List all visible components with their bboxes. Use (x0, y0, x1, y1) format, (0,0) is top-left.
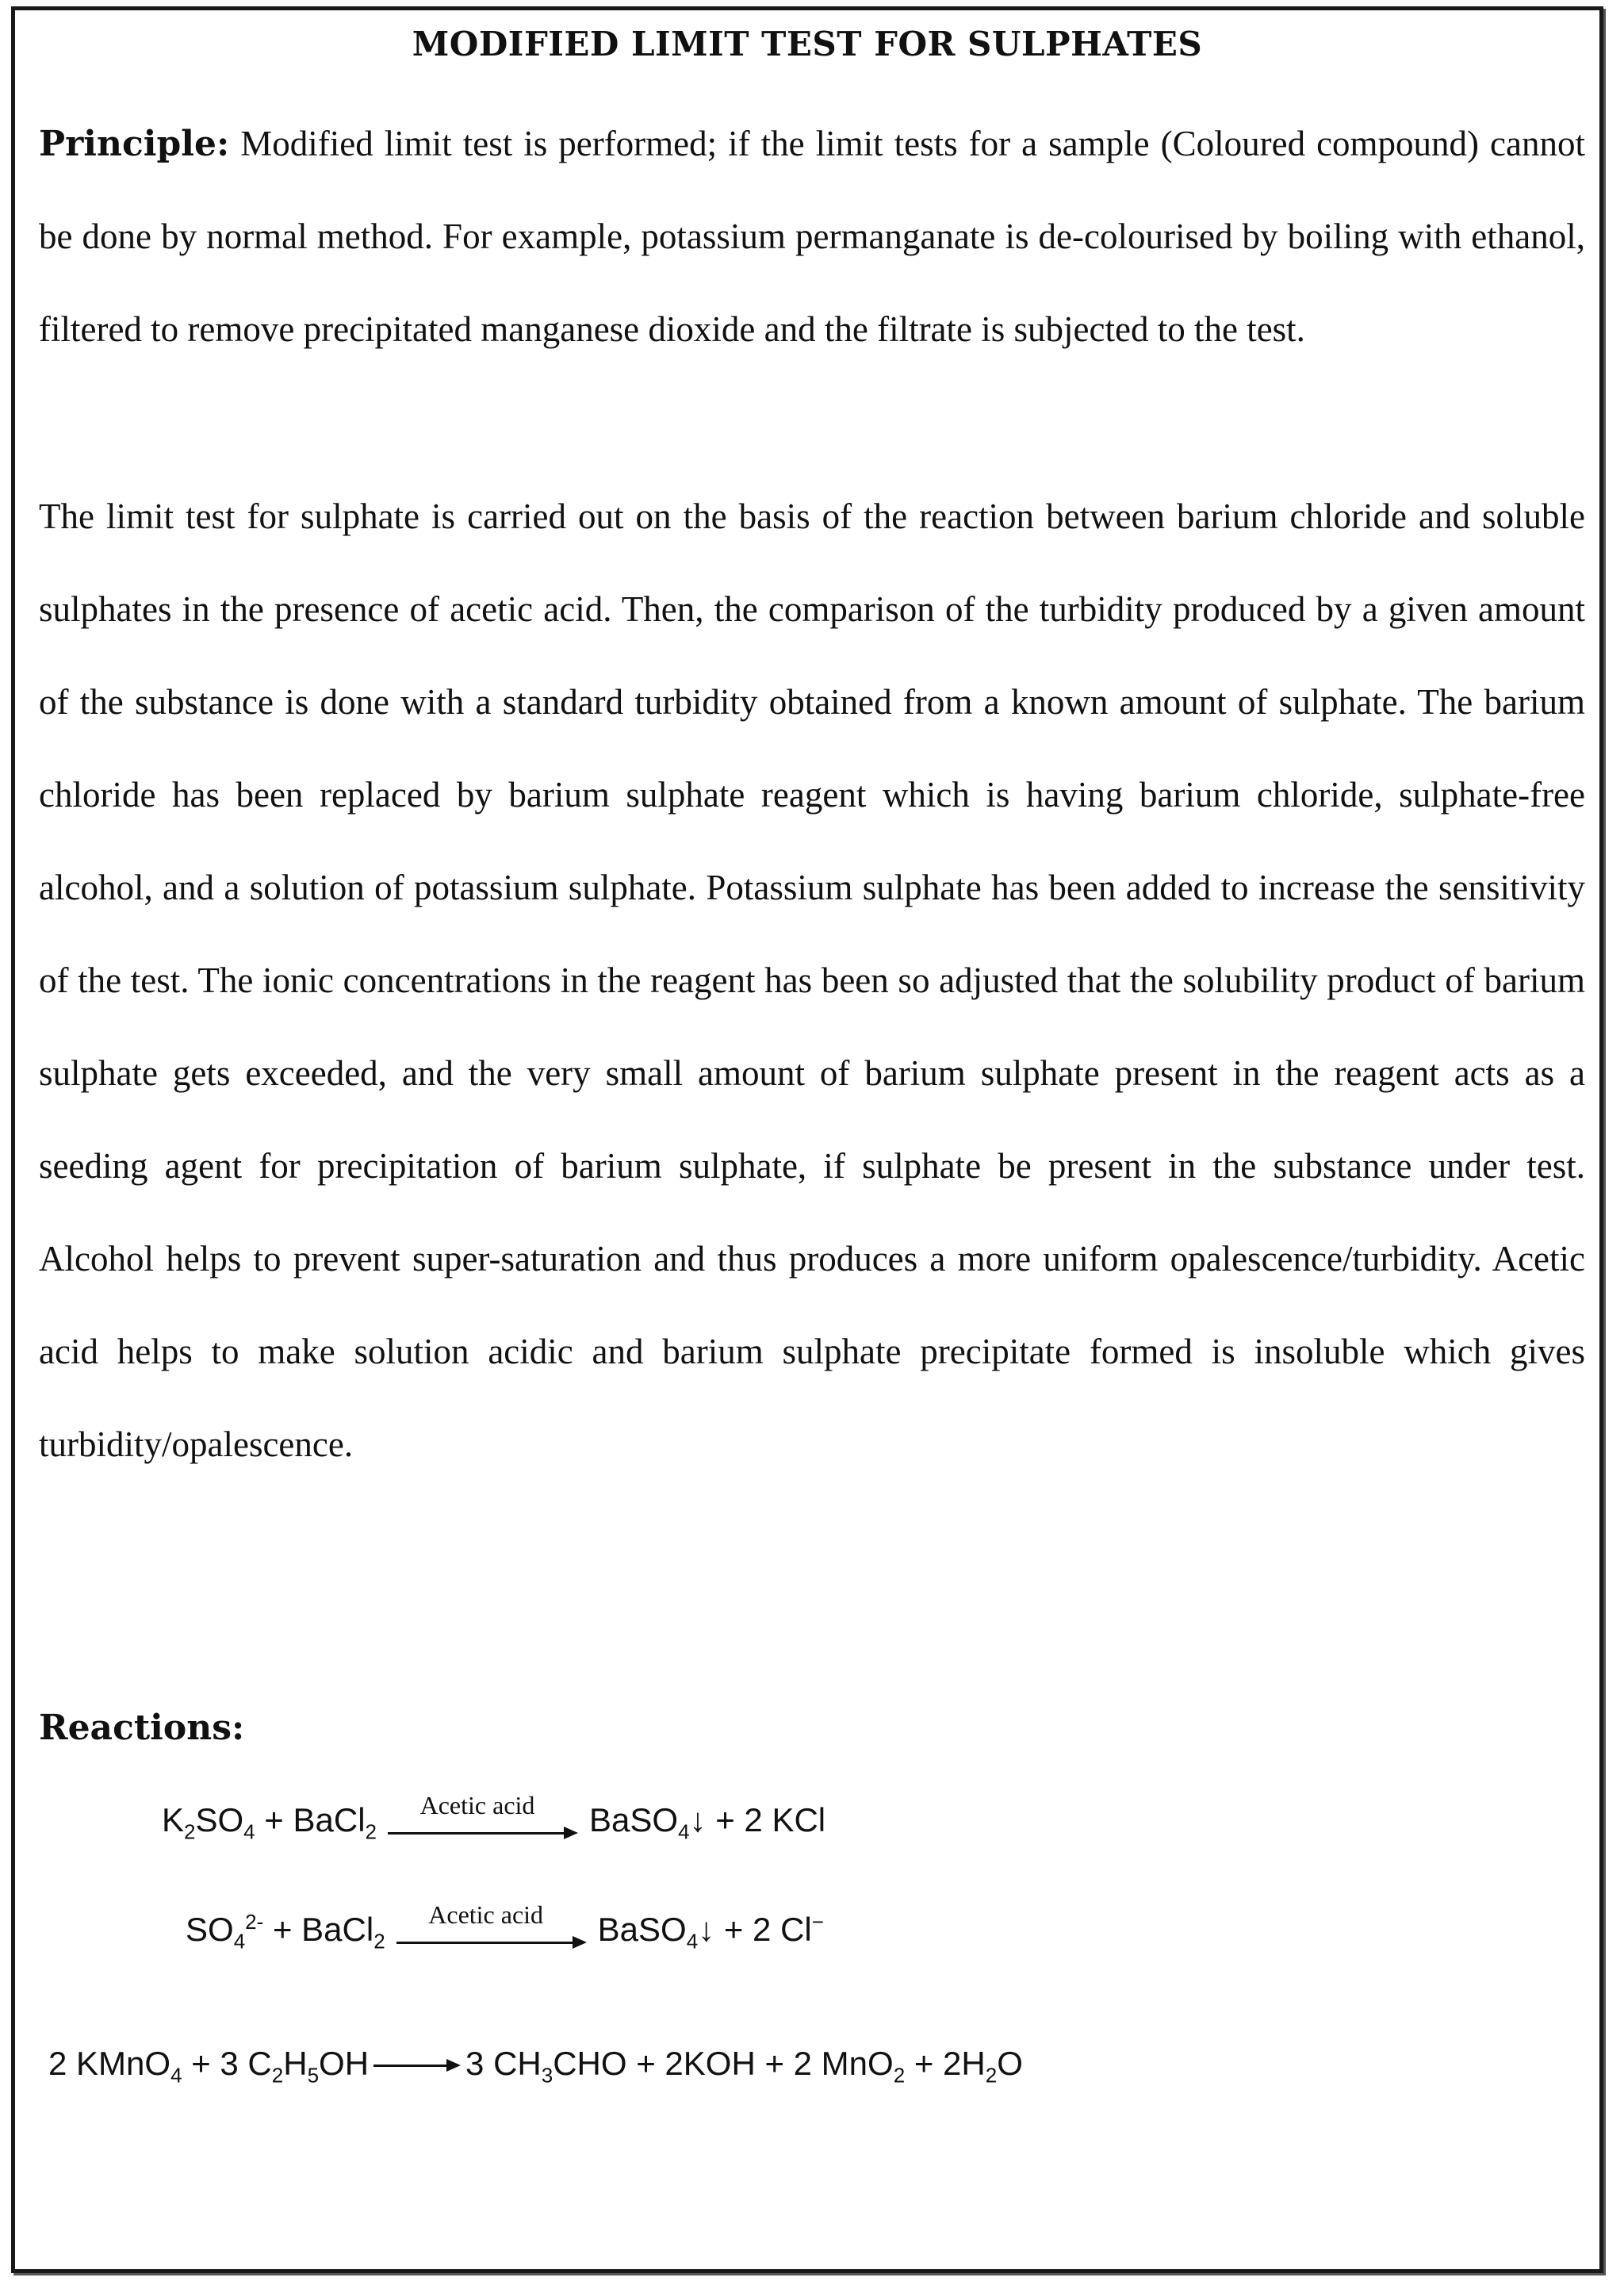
reactions-heading: Reactions: (39, 1708, 245, 1748)
equation-3-reactants: 2 KMnO$_4$ + 3 $C_2H_5OH$ (48, 2045, 370, 2088)
equation-2-condition: Acetic acid (428, 1900, 544, 1929)
principle-paragraph (39, 98, 1585, 376)
document-frame (11, 6, 1603, 2273)
principle-text: Modified limit test is performed; if the limit tests for a sample (Coloured compound) cannot be done by normal method. For example, potassium permanganate is de-colourised by boiling with ethanol, filtered to remove precipitated manganese dioxide and the filtrate is subjected to the test. (39, 124, 1585, 349)
reaction-equation-1 (162, 1791, 826, 1844)
reaction-arrow-icon (388, 1791, 578, 1835)
reaction-arrow-icon (373, 2065, 461, 2068)
equation-1-products: BaSO$_4$↓ + 2 KCl (589, 1801, 826, 1844)
reaction-equation-2 (186, 1900, 824, 1953)
equation-2-products: BaSO$_4$↓ + 2 Cl− (597, 1910, 824, 1953)
body-paragraph: The limit test for sulphate is carried out on the basis of the reaction between barium chloride and soluble sulphates in the presence of acetic acid. Then, the comparison of the turbidity produced by a given amount of the substance is done with a standard turbidity obtained from a known amount of sulphate. The barium chloride has been replaced by barium sulphate reagent which is having barium chloride, sulphate-free alcohol, and a solution of potassium sulphate. Potassium sulphate has been added to increase the sensitivity of the test. The ionic concentrations in the reagent has been so adjusted that the solubility product of barium sulphate gets exceeded, and the very small amount of barium sulphate present in the reagent acts as a seeding agent for precipitation of barium sulphate, if sulphate be present in the substance under test. Alcohol helps to prevent super-saturation and thus produces a more uniform opalescence/turbidity. Acetic acid helps to make solution acidic and barium sulphate precipitate formed is insoluble which gives turbidity/opalescence. (39, 496, 1585, 1464)
principle-label: Principle: (39, 124, 230, 164)
reaction-equation-3 (48, 2045, 1023, 2088)
page-title: MODIFIED LIMIT TEST FOR SULPHATES (412, 25, 1203, 63)
equation-2-reactants: $SO_4^{2-}$ + BaCl$_2$ (186, 1910, 385, 1953)
equation-1-reactants: $K_2SO_4$ + BaCl$_2$ (162, 1801, 377, 1844)
reaction-arrow-icon (396, 1900, 587, 1945)
equation-1-condition: Acetic acid (419, 1791, 535, 1820)
equation-3-products: 3 $CH_3CHO + 2KOH + 2$ $MnO_2 + 2H_2O$ (465, 2045, 1023, 2088)
